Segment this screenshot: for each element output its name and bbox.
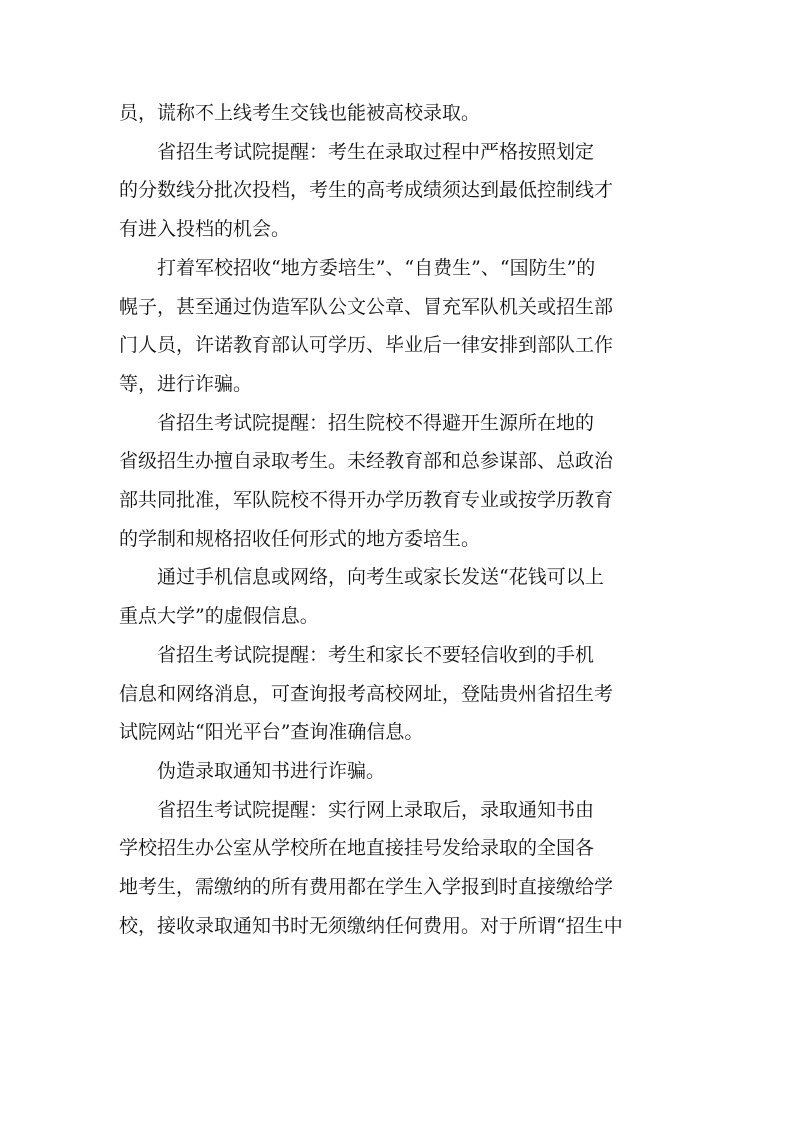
text-line: 伪造录取通知书进行诈骗。: [157, 759, 386, 782]
text-line: 门人员，许诺教育部认可学历、毕业后一律安排到部队工作: [119, 334, 614, 357]
text-line: 试院网站“阳光平台”查询准确信息。: [119, 721, 424, 744]
text-line: 省招生考试院提醒：招生院校不得避开生源所在地的: [157, 411, 595, 434]
text-line: 有进入投档的机会。: [119, 218, 291, 241]
text-line: 信息和网络消息，可查询报考高校网址，登陆贵州省招生考: [119, 682, 614, 705]
text-line: 学校招生办公室从学校所在地直接挂号发给录取的全国各: [119, 837, 595, 860]
text-line: 省招生考试院提醒：考生在录取过程中严格按照划定: [157, 140, 595, 163]
text-line: 等，进行诈骗。: [119, 372, 253, 395]
text-line: 的分数线分批次投档，考生的高考成绩须达到最低控制线才: [119, 179, 614, 202]
text-line: 员，谎称不上线考生交钱也能被高校录取。: [119, 102, 481, 124]
text-line: 省级招生办擅自录取考生。未经教育部和总参谋部、总政治: [119, 450, 614, 473]
text-line: 省招生考试院提醒：实行网上录取后，录取通知书由: [157, 798, 595, 821]
text-line: 打着军校招收“地方委培生”、“自费生”、“国防生”的: [157, 256, 596, 279]
text-line: 地考生，需缴纳的所有费用都在学生入学报到时直接缴给学: [119, 876, 614, 899]
text-line: 通过手机信息或网络，向考生或家长发送“花钱可以上: [157, 566, 604, 589]
text-line: 省招生考试院提醒：考生和家长不要轻信收到的手机: [157, 643, 595, 666]
text-line: 校，接收录取通知书时无须缴纳任何费用。对于所谓“招生中: [119, 914, 623, 937]
text-line: 幌子，甚至通过伪造军队公文公章、冒充军队机关或招生部: [119, 295, 614, 318]
text-line: 部共同批准，军队院校不得开办学历教育专业或按学历教育: [119, 489, 614, 512]
text-line: 的学制和规格招收任何形式的地方委培生。: [119, 527, 481, 550]
document-body: [119, 94, 675, 945]
text-line: 重点大学”的虚假信息。: [119, 605, 319, 628]
